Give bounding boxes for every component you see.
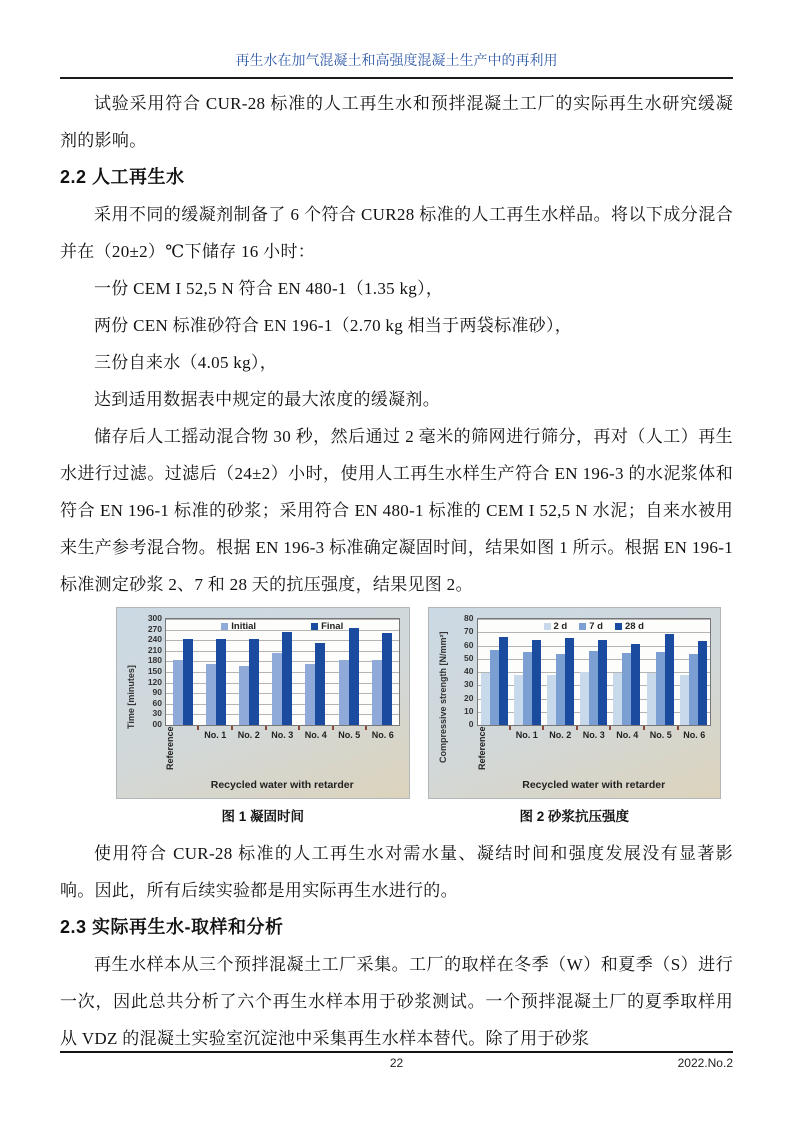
bar (305, 664, 315, 725)
bar (631, 644, 640, 725)
section-heading-2-3: 2.3 实际再生水-取样和分析 (60, 917, 284, 937)
paragraph-intro: 试验采用符合 CUR-28 标准的人工再生水和预拌混凝土工厂的实际再生水研究缓凝剂的影响。 (60, 94, 733, 150)
bar-group (239, 639, 259, 725)
x-category-label: No. 3 (582, 730, 605, 740)
x-category-label: No. 2 (237, 730, 260, 740)
x-category-label: Reference (165, 726, 175, 770)
section-heading-2-2: 2.2 人工再生水 (60, 167, 185, 187)
running-header (60, 52, 733, 79)
list-item-retarder: 达到适用数据表中规定的最大浓度的缓凝剂。 (94, 390, 440, 409)
x-axis-tick (365, 726, 367, 730)
legend-swatch (311, 623, 318, 630)
y-tick-label: 120 (147, 676, 162, 687)
bar-group (514, 640, 541, 725)
y-tick-label: 60 (152, 697, 162, 708)
bar-groups (166, 619, 399, 725)
setting-time-bar-chart (116, 607, 410, 799)
x-category-label: No. 4 (304, 730, 327, 740)
x-axis-categories (165, 726, 400, 778)
x-category-label: No. 1 (204, 730, 227, 740)
bar (589, 651, 598, 725)
bar (523, 652, 532, 725)
legend-item (579, 621, 603, 632)
bar-group (372, 633, 392, 725)
y-axis-label: Time [minutes] (126, 665, 136, 729)
bar (315, 643, 325, 725)
document-title: 再生水在加气混凝土和高强度混凝土生产中的再利用 (235, 54, 558, 69)
bar (680, 675, 689, 725)
x-category-label: Reference (476, 726, 487, 770)
page-footer (60, 1051, 733, 1077)
bar (490, 650, 499, 725)
bar (565, 638, 574, 725)
bar-group (173, 639, 193, 725)
bar (698, 641, 707, 725)
plot-area (165, 618, 400, 726)
list-item-cement: 一份 CEM I 52,5 N 符合 EN 480-1（1.35 kg）， (94, 279, 444, 298)
bar (613, 673, 622, 725)
bar (547, 675, 556, 725)
x-axis-tick (509, 726, 511, 730)
bar-group (481, 637, 508, 725)
figure-2-wrapper (428, 607, 722, 825)
bar-group (305, 643, 325, 725)
bar (173, 660, 183, 725)
legend-label: 28 d (624, 621, 644, 632)
bar (514, 675, 523, 725)
bar (665, 634, 674, 725)
x-axis-tick (265, 726, 267, 730)
x-axis-categories (477, 726, 712, 778)
x-category-label: No. 5 (649, 730, 672, 740)
x-category-label: No. 6 (683, 730, 706, 740)
legend-swatch (221, 623, 228, 630)
y-tick-label: 30 (464, 679, 474, 690)
x-axis-tick (197, 726, 199, 730)
y-tick-label: 00 (152, 719, 162, 729)
compressive-strength-bar-chart (428, 607, 722, 799)
bar (282, 632, 292, 725)
legend-swatch (544, 623, 551, 630)
y-tick-label: 180 (147, 655, 162, 666)
bar-group (339, 628, 359, 725)
bar (382, 633, 392, 725)
legend-item (221, 621, 256, 632)
y-tick-label: 80 (464, 613, 474, 623)
bar-group (613, 644, 640, 725)
y-tick-label: 240 (147, 634, 162, 645)
chart-legend (478, 621, 711, 632)
bar (372, 660, 382, 725)
x-category-label: No. 2 (549, 730, 572, 740)
bar (556, 654, 565, 725)
plot-area (477, 618, 712, 726)
y-axis-ticks (139, 613, 165, 729)
y-tick-label: 90 (152, 687, 162, 698)
figure-1-caption: 图 1 凝固时间 (221, 809, 304, 824)
page-number: 22 (389, 1056, 404, 1070)
x-category-label: No. 1 (515, 730, 538, 740)
legend-item (311, 621, 343, 632)
x-axis-tick (643, 726, 645, 730)
legend-item (615, 621, 644, 632)
y-tick-label: 40 (464, 666, 474, 676)
x-axis-tick (332, 726, 334, 730)
list-item-sand: 两份 CEN 标准砂符合 EN 196-1（2.70 kg 相当于两袋标准砂）， (94, 316, 573, 335)
bar-group (647, 634, 674, 725)
legend-label: 2 d (553, 621, 568, 632)
paragraph-preparation: 采用不同的缓凝剂制备了 6 个符合 CUR28 标准的人工再生水样品。将以下成分混合并在（20±2）℃下储存 16 小时： (60, 205, 733, 261)
y-tick-label: 150 (147, 666, 162, 676)
y-tick-label: 30 (152, 708, 162, 719)
x-axis-tick (609, 726, 611, 730)
bar-group (580, 640, 607, 725)
x-axis-label: Recycled water with retarder (522, 779, 666, 791)
x-axis-tick (542, 726, 544, 730)
bar (647, 673, 656, 725)
bar (580, 672, 589, 725)
plot-column (477, 618, 712, 791)
y-tick-label: 50 (464, 652, 474, 663)
bar (239, 666, 249, 725)
bar (249, 639, 259, 725)
bar (349, 628, 359, 725)
legend-swatch (615, 623, 622, 630)
bar-group (206, 639, 226, 725)
paragraph-sampling: 再生水样本从三个预拌混凝土工厂采集。工厂的取样在冬季（W）和夏季（S）进行一次，因此总共分析了六个再生水样本用于砂浆测试。一个预拌混凝土厂的夏季取样用从 VDZ 的混凝土实验室沉淀池中采集再生水样本替代。除了用于砂浆 (60, 955, 733, 1048)
bar (656, 652, 665, 725)
figure-1-wrapper (116, 607, 410, 825)
chart-body (126, 613, 400, 792)
legend-item (544, 621, 568, 632)
legend-swatch (579, 623, 586, 630)
y-tick-label: 270 (147, 623, 162, 634)
bar (689, 654, 698, 725)
bar (339, 660, 349, 725)
bar (598, 640, 607, 725)
y-axis-label: Compressive strength [N/mm²] (437, 631, 448, 763)
x-category-label: No. 5 (338, 730, 361, 740)
x-category-label: No. 6 (371, 730, 394, 740)
bar (481, 673, 490, 725)
paragraph-result: 使用符合 CUR-28 标准的人工再生水对需水量、凝结时间和强度发展没有显著影响。因此，所有后续实验都是用实际再生水进行的。 (60, 844, 733, 900)
bar (206, 664, 216, 725)
bar-group (272, 632, 292, 725)
list-item-water: 三份自来水（4.05 kg）， (94, 353, 277, 372)
bar (499, 637, 508, 725)
y-tick-label: 0 (468, 719, 474, 729)
bar (216, 639, 226, 725)
issue-label: 2022.No.2 (677, 1056, 733, 1070)
paragraph-storage: 储存后人工摇动混合物 30 秒，然后通过 2 毫米的筛网进行筛分，再对（人工）再生水进行过滤。过滤后（24±2）小时，使用人工再生水样生产符合 EN 196-3 的水泥浆体和符合 EN 196-1 标准的砂浆；采用符合 EN 480-1 标准的 CEM I 52,5 N 水泥；自来水被用来生产参考混合物。根据 EN 196-3 标准确定凝固时间，结果如图 1 所示。根据 EN 196-1 标准测定砂浆 2、7 和 28 天的抗压强度，结果见图 2。 (60, 427, 733, 594)
bar (532, 640, 541, 725)
y-tick-label: 20 (464, 692, 474, 703)
x-category-label: No. 4 (616, 730, 639, 740)
legend-label: Final (321, 621, 344, 632)
x-axis-tick (576, 726, 578, 730)
y-axis-ticks (451, 613, 477, 729)
bar-group (680, 641, 707, 725)
chart-legend (166, 621, 399, 632)
plot-column (165, 618, 400, 791)
y-tick-label: 60 (464, 639, 474, 650)
y-tick-label: 10 (464, 705, 474, 716)
y-tick-label: 210 (147, 644, 162, 655)
y-tick-label: 300 (147, 613, 162, 623)
x-axis-tick (231, 726, 233, 730)
x-category-label: No. 3 (271, 730, 294, 740)
figure-2-caption: 图 2 砂浆抗压强度 (519, 809, 629, 824)
bar-groups (478, 619, 711, 725)
bar (622, 653, 631, 725)
x-axis-tick (298, 726, 300, 730)
y-tick-label: 70 (464, 626, 474, 637)
bar (272, 653, 282, 725)
x-axis-label: Recycled water with retarder (210, 779, 354, 791)
bar-group (547, 638, 574, 725)
legend-label: 7 d (589, 621, 603, 632)
legend-label: Initial (231, 621, 257, 632)
x-axis-tick (677, 726, 679, 730)
chart-body (437, 613, 712, 792)
figures-row (60, 607, 733, 825)
bar (183, 639, 193, 725)
